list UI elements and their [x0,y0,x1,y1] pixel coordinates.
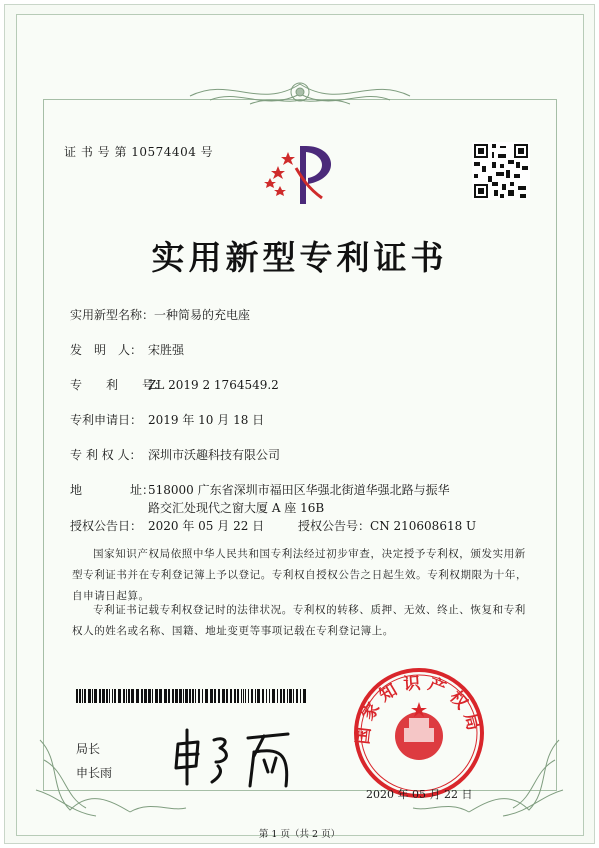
field-filing-date-value: 2019 年 10 月 18 日 [148,413,265,427]
barcode-bar [283,689,285,703]
field-name [70,306,250,323]
barcode-bar [131,689,134,703]
signature-name: 申长雨 [76,766,113,780]
barcode-bar [230,689,232,703]
barcode-bar [84,689,86,703]
body-paragraph-1: 国家知识产权局依照中华人民共和国专利法经过初步审查，决定授予专利权，颁发实用新型专利证书并在专利登记簿上予以登记。专利权自授权公告之日起生效。专利权期限为十年，自申请日起算。 [72,548,528,602]
field-grant-number [298,517,476,534]
field-grant-date-label: 授权公告日： [70,519,143,533]
barcode-bar [168,689,170,703]
field-inventor-value: 宋胜强 [148,343,185,357]
field-address-line1: 518000 广东省深圳市福田区华强北街道华强北路与振华 [148,483,450,497]
barcode-bar [210,689,213,703]
certificate-title: 实用新型专利证书 [151,238,448,277]
field-patent-number-value: ZL 2019 2 1764549.2 [148,378,279,392]
barcode-bar [123,689,125,703]
qr-code [472,142,530,200]
barcode-bar [136,689,139,703]
barcode-bar [243,689,244,703]
seal-date: 2020 年 05 月 22 日 [366,788,473,801]
field-name-label: 实用新型名称： [70,308,155,322]
field-patentee-value: 深圳市沃趣科技有限公司 [148,448,281,462]
barcode-bar [159,689,162,703]
barcode-bar [218,689,220,703]
barcode-bar [179,689,182,703]
barcode-bar [214,689,216,703]
barcode-bar [245,689,246,703]
barcode-bar [88,689,91,703]
barcode-bar [257,689,260,703]
barcode-bar [141,689,143,703]
barcode-bar [226,689,228,703]
barcode-bar [164,689,167,703]
barcode-bar [287,689,288,703]
barcode-bar [92,689,93,703]
barcode-bar [172,689,174,703]
barcode-bar [293,689,294,703]
field-address [70,481,450,498]
barcode-bar [296,689,298,703]
barcode-bar [79,689,81,703]
barcode-bar [248,689,249,703]
barcode-bar [241,689,242,703]
barcode-bar [277,689,278,703]
barcode-bar [114,689,116,703]
barcode-bar [289,689,292,703]
body-paragraph-2: 专利证书记载专利权登记时的法律状况。专利权的转移、质押、无效、终止、恢复和专利权人的姓名或名称、国籍、地址变更等事项记载在专利登记簿上。 [72,604,526,637]
barcode-bar [76,689,78,703]
barcode-bar [109,689,110,703]
barcode-bar [185,689,188,703]
field-grant-date [70,517,264,534]
field-patentee [70,446,280,463]
barcode-bar [175,689,178,703]
barcode-bar [155,689,158,703]
field-filing-date-label: 专利申请日： [70,413,143,427]
barcode-bar [102,689,105,703]
field-inventor-label: 发 明 人： [70,343,143,357]
field-patentee-label: 专 利 权 人： [70,448,142,462]
field-filing-date [70,411,264,428]
handwritten-signature [168,722,308,792]
barcode-bar [94,689,97,703]
barcode-bar [255,689,256,703]
barcode-bar [303,689,306,703]
seal-text: 国家知识产权局 [353,673,485,746]
barcode-bar [82,689,83,703]
certificate-number: 证 书 号 第 10574404 号 [64,145,214,159]
barcode-bar [300,689,301,703]
barcode-bar [128,689,130,703]
barcode [76,689,306,703]
field-inventor [70,341,184,358]
barcode-bar [251,689,253,703]
barcode-bar [183,689,184,703]
field-grant-date-value: 2020 年 05 月 22 日 [148,519,265,533]
barcode-bar [195,689,196,703]
barcode-bar [266,689,267,703]
barcode-bar [189,689,191,703]
field-name-value: 一种简易的充电座 [154,308,251,322]
barcode-bar [99,689,101,703]
barcode-bar [234,689,236,703]
barcode-bar [144,689,147,703]
barcode-bar [192,689,194,703]
field-address-line2: 路交汇处现代之窗大厦 A 座 16B [148,501,325,515]
field-grant-number-label: 授权公告号： [298,519,371,533]
barcode-bar [222,689,225,703]
barcode-bar [126,689,127,703]
signature-title: 局长 [76,742,101,756]
barcode-bar [272,689,275,703]
page-number: 第 1 页（共 2 页） [258,829,341,840]
barcode-bar [237,689,239,703]
barcode-bar [106,689,108,703]
field-patent-number [70,376,279,393]
official-seal [352,666,486,800]
field-address-label: 地 址： [70,483,155,497]
field-patent-number-label: 专 利 号： [70,378,167,392]
barcode-bar [202,689,203,703]
barcode-bar [152,689,153,703]
barcode-bar [280,689,282,703]
field-grant-number-value: CN 210608618 U [370,519,477,533]
barcode-bar [112,689,113,703]
barcode-bar [262,689,264,703]
barcode-bar [269,689,270,703]
barcode-bar [198,689,200,703]
patent-office-logo [256,138,356,208]
barcode-bar [148,689,151,703]
barcode-bar [118,689,121,703]
barcode-bar [205,689,208,703]
